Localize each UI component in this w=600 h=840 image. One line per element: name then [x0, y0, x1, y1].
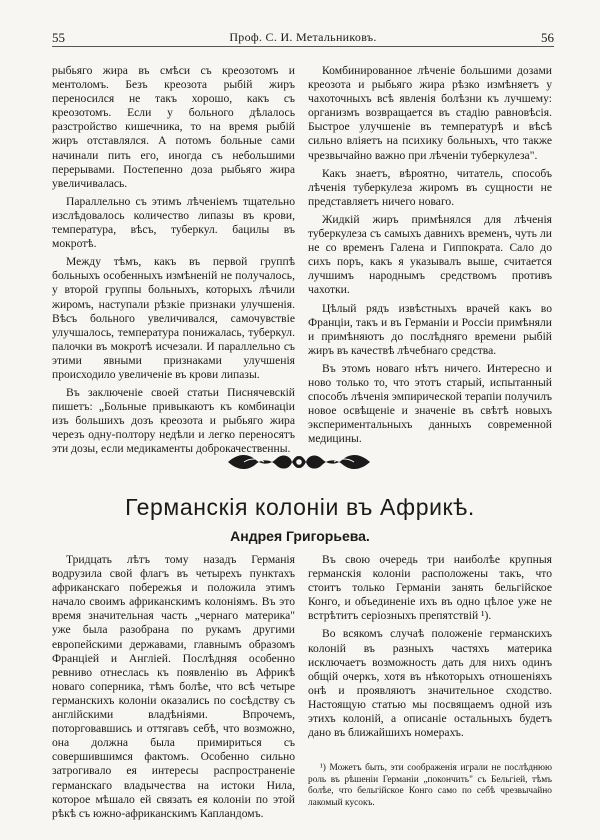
- page-number-right: 56: [541, 30, 554, 45]
- top-right-column: [308, 64, 552, 446]
- footnote: [308, 763, 552, 809]
- article-author: Андрея Григорьева.: [230, 528, 370, 544]
- paragraph: Во всякомъ случаѣ положеніе германскихъ колоній въ разныхъ частяхъ материка исключаетъ возможность дать для нихъ одинъ общій очеркъ, хотя въ нѣкоторыхъ отношеніяхъ онѣ и проявляютъ значительное сходство. Настоящую статью мы посвящаемъ одной изъ этихъ колоній, а описаніе остальныхъ будетъ дано въ ближайшихъ номерахъ.: [308, 627, 552, 740]
- paragraph: Жидкій жиръ примѣнялся для лѣченія туберкулеза съ самыхъ давнихъ временъ, чуть ли не со временъ Галена и Гиппократа. Сало до сихъ поръ, какъ я указывалъ выше, считается лучшимъ народнымъ средствомъ противъ чахотки.: [308, 212, 552, 297]
- top-left-column: [52, 64, 295, 457]
- article-title: Германскія колоніи въ Африкѣ.: [125, 494, 475, 520]
- paragraph: рыбьяго жира въ смѣси съ креозотомъ и ментоломъ. Безъ креозота рыбій жиръ переносился не такъ хорошо, какъ съ креозотомъ. Если у больного дѣлалось разстройство кишечника, то на время рыбій жиръ отставлялся. А потомъ больные сами начинали пить его, иногда съ небольшими перерывами. Постепенно доза рыбьяго жира увеличивалась.: [52, 64, 295, 190]
- paragraph: Параллельно съ этимъ лѣченіемъ тщательно изслѣдовалось количество липазы въ крови, температура, вѣсъ, туберкул. бацилы въ мокротѣ.: [52, 194, 295, 251]
- running-header: [52, 30, 554, 47]
- article-left-column: [52, 553, 295, 821]
- paragraph: Въ свою очередь три наиболѣе крупныя германскія колоніи расположены такъ, что стоитъ только Германіи занять бельгійское Конго, и объединеніе ихъ въ одно цѣлое уже не встрѣтитъ серіозныхъ препятствій ¹).: [308, 553, 552, 623]
- decorative-vignette-icon: [226, 451, 372, 473]
- paragraph: Комбинированное лѣченіе большими дозами креозота и рыбьяго жира рѣзко измѣняетъ у чахоточныхъ всѣ явленія болѣзни къ лучшему: организмъ возвращается въ стадію равновѣсія. Быстрое улучшеніе въ температурѣ и вѣсѣ сильно вліяетъ на психику больныхъ, что также чрезвычайно важно при лѣченіи туберкулеза".: [308, 64, 552, 162]
- paragraph: Въ этомъ новаго нѣтъ ничего. Интересно и ново только то, что этотъ старый, испытанный способъ лѣченія эмпирической терапіи получилъ новое освѣщеніе и значеніе въ свѣтѣ новыхъ экспериментальныхъ данныхъ современной медицины.: [308, 361, 552, 446]
- paragraph: Въ заключеніе своей статьи Писнячевскій пишетъ: „Больные привыкаютъ къ комбинаціи изъ большихъ дозъ креозота и рыбьяго жира черезъ одну-полтору недѣли и легко переносятъ эти дозы, если медикаменты доброкачественны.: [52, 386, 295, 456]
- paragraph: Между тѣмъ, какъ въ первой группѣ больныхъ особенныхъ измѣненій не получалось, у второй группы больныхъ, которыхъ лѣчили жиромъ, наступали рѣзкіе признаки улучшенія. Вѣсъ больного увеличивался, самочувствіе улучшалось, температура понижалась, туберкул. палочки въ мокротѣ исчезали. И параллельно съ этими явными признаками улучшенія происходило увеличеніе въ крови липазы.: [52, 255, 295, 381]
- page-number-left: 55: [52, 30, 65, 45]
- article-right-column: [308, 553, 552, 740]
- paragraph: Цѣлый рядъ извѣстныхъ врачей какъ во Франціи, такъ и въ Германіи и Россіи примѣняли и примѣняютъ до послѣдняго времени рыбій жиръ въ качествѣ лѣчебнаго средства.: [308, 301, 552, 357]
- paragraph: Какъ знаетъ, вѣроятно, читатель, способъ лѣченія туберкулеза жиромъ въ сущности не представляетъ ничего новаго.: [308, 166, 552, 208]
- footnote-text: ¹) Можетъ быть, эти соображенія играли не послѣднюю роль въ рѣшеніи Германіи „покончить" съ Бельгіей, тѣмъ болѣе, что бельгійское Конго само по себѣ чрезвычайно лакомый кусокъ.: [308, 763, 552, 808]
- paragraph: Тридцать лѣтъ тому назадъ Германія водрузила свой флагъ въ четырехъ пунктахъ африканскаго побережья и положила этимъ начало своимъ африканскимъ колоніямъ. Въ это время значительная часть „чернаго материка" уже была разобрана по рукамъ другими европейскими державами, главнымъ образомъ Франціей и Англіей. Послѣдняя особенно ревниво отнеслась къ появленію въ Африкѣ новаго соперника, тѣмъ болѣе, что всѣ четыре германскихъ колоніи оказались по сосѣдству съ англійскими владѣніями. Впрочемъ, поторговавшись и оттягавъ себѣ, что возможно, она должна была примириться съ совершившимся фактомъ. Особенно сильно затрогивало ея интересы распространеніе германскаго владычества на истоки Нила, которое мѣшало ей связать ея колоніи по этой рѣкѣ съ южно-африканскимъ Капландомъ.: [52, 553, 295, 820]
- running-title: Проф. С. И. Метальниковъ.: [229, 30, 377, 44]
